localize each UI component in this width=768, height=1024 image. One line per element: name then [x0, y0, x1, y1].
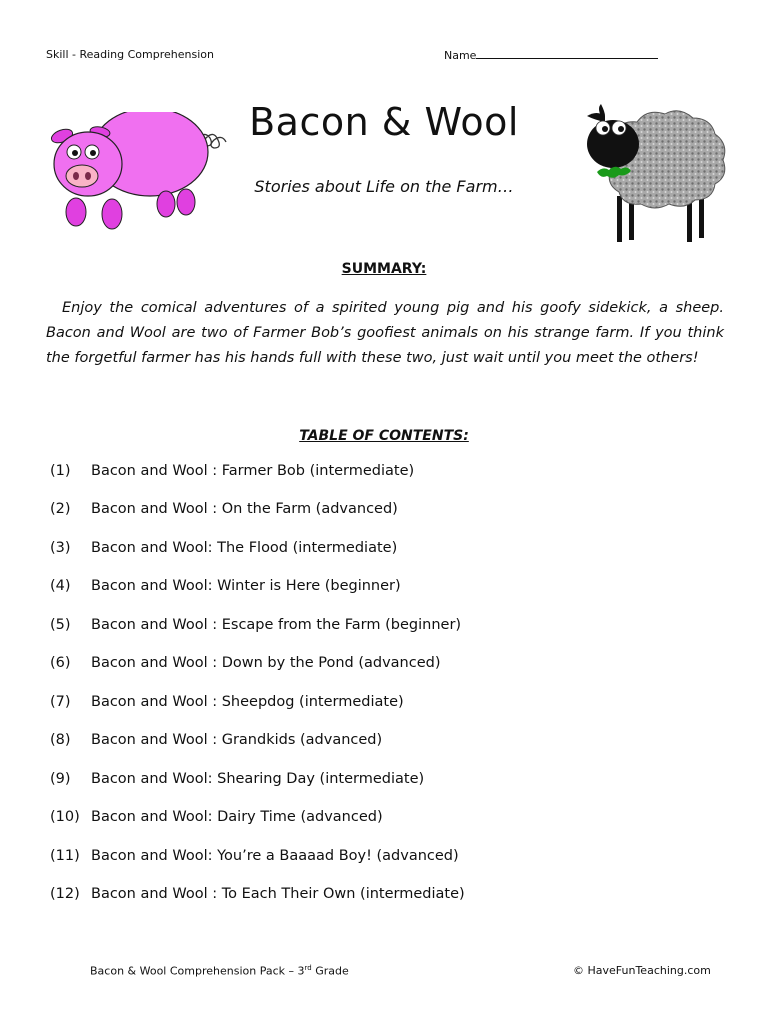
toc-item-text: Bacon and Wool : To Each Their Own (intermediate) [91, 886, 465, 902]
toc-item-text: Bacon and Wool: The Flood (intermediate) [91, 540, 398, 556]
sheep-leg [617, 196, 622, 242]
toc-item-number: (12) [50, 886, 80, 902]
name-blank-line [476, 48, 658, 59]
toc-item-number: (11) [50, 848, 80, 864]
sheep-leg [699, 196, 704, 238]
toc-item-text: Bacon and Wool: You’re a Baaaad Boy! (advanced) [91, 848, 459, 864]
toc-item-number: (4) [50, 578, 71, 594]
toc-item-number: (1) [50, 463, 71, 479]
pig-leg [66, 198, 86, 226]
pig-leg [102, 199, 122, 229]
footer-pack-text: Bacon & Wool Comprehension Pack – 3 [90, 964, 305, 978]
toc-item-text: Bacon and Wool: Shearing Day (intermediate) [91, 771, 425, 787]
toc-item-text: Bacon and Wool : Escape from the Farm (beginner) [91, 617, 462, 633]
toc-item-text: Bacon and Wool : Grandkids (advanced) [91, 732, 383, 748]
footer-copyright: © HaveFunTeaching.com [573, 964, 711, 977]
toc-item-text: Bacon and Wool : Down by the Pond (advanced) [91, 655, 441, 671]
summary-text: Enjoy the comical adventures of a spirited young pig and his goofy sidekick, a sheep. Bacon and Wool are two of Farmer Bob’s goofiest animals on his strange farm. If you think the forgetful farmer has his hands full with these two, just wait until you meet the others! [46, 300, 724, 366]
footer-pack-label [90, 964, 349, 978]
toc-item-text: Bacon and Wool : Farmer Bob (intermediate) [91, 463, 415, 479]
footer-pack-grade: Grade [311, 964, 349, 978]
toc-item-text: Bacon and Wool: Dairy Time (advanced) [91, 809, 383, 825]
toc-item-number: (5) [50, 617, 71, 633]
toc-item-number: (10) [50, 809, 80, 825]
toc-item-text: Bacon and Wool : Sheepdog (intermediate) [91, 694, 404, 710]
name-field [444, 48, 658, 62]
name-label: Name [444, 49, 477, 62]
page-subtitle: Stories about Life on the Farm… [254, 177, 514, 196]
summary-heading: SUMMARY: [341, 261, 427, 277]
toc-item-number: (9) [50, 771, 71, 787]
toc-item-number: (2) [50, 501, 71, 517]
toc-item-number: (7) [50, 694, 71, 710]
toc-heading: TABLE OF CONTENTS: [299, 428, 469, 444]
footer-pack-superscript: rd [304, 964, 312, 972]
toc-item-number: (8) [50, 732, 71, 748]
toc-item-number: (6) [50, 655, 71, 671]
toc-item-text: Bacon and Wool : On the Farm (advanced) [91, 501, 398, 517]
toc-item-text: Bacon and Wool: Winter is Here (beginner) [91, 578, 401, 594]
toc-item-number: (3) [50, 540, 71, 556]
page-title: Bacon & Wool [249, 100, 519, 144]
skill-label: Skill - Reading Comprehension [46, 48, 214, 61]
